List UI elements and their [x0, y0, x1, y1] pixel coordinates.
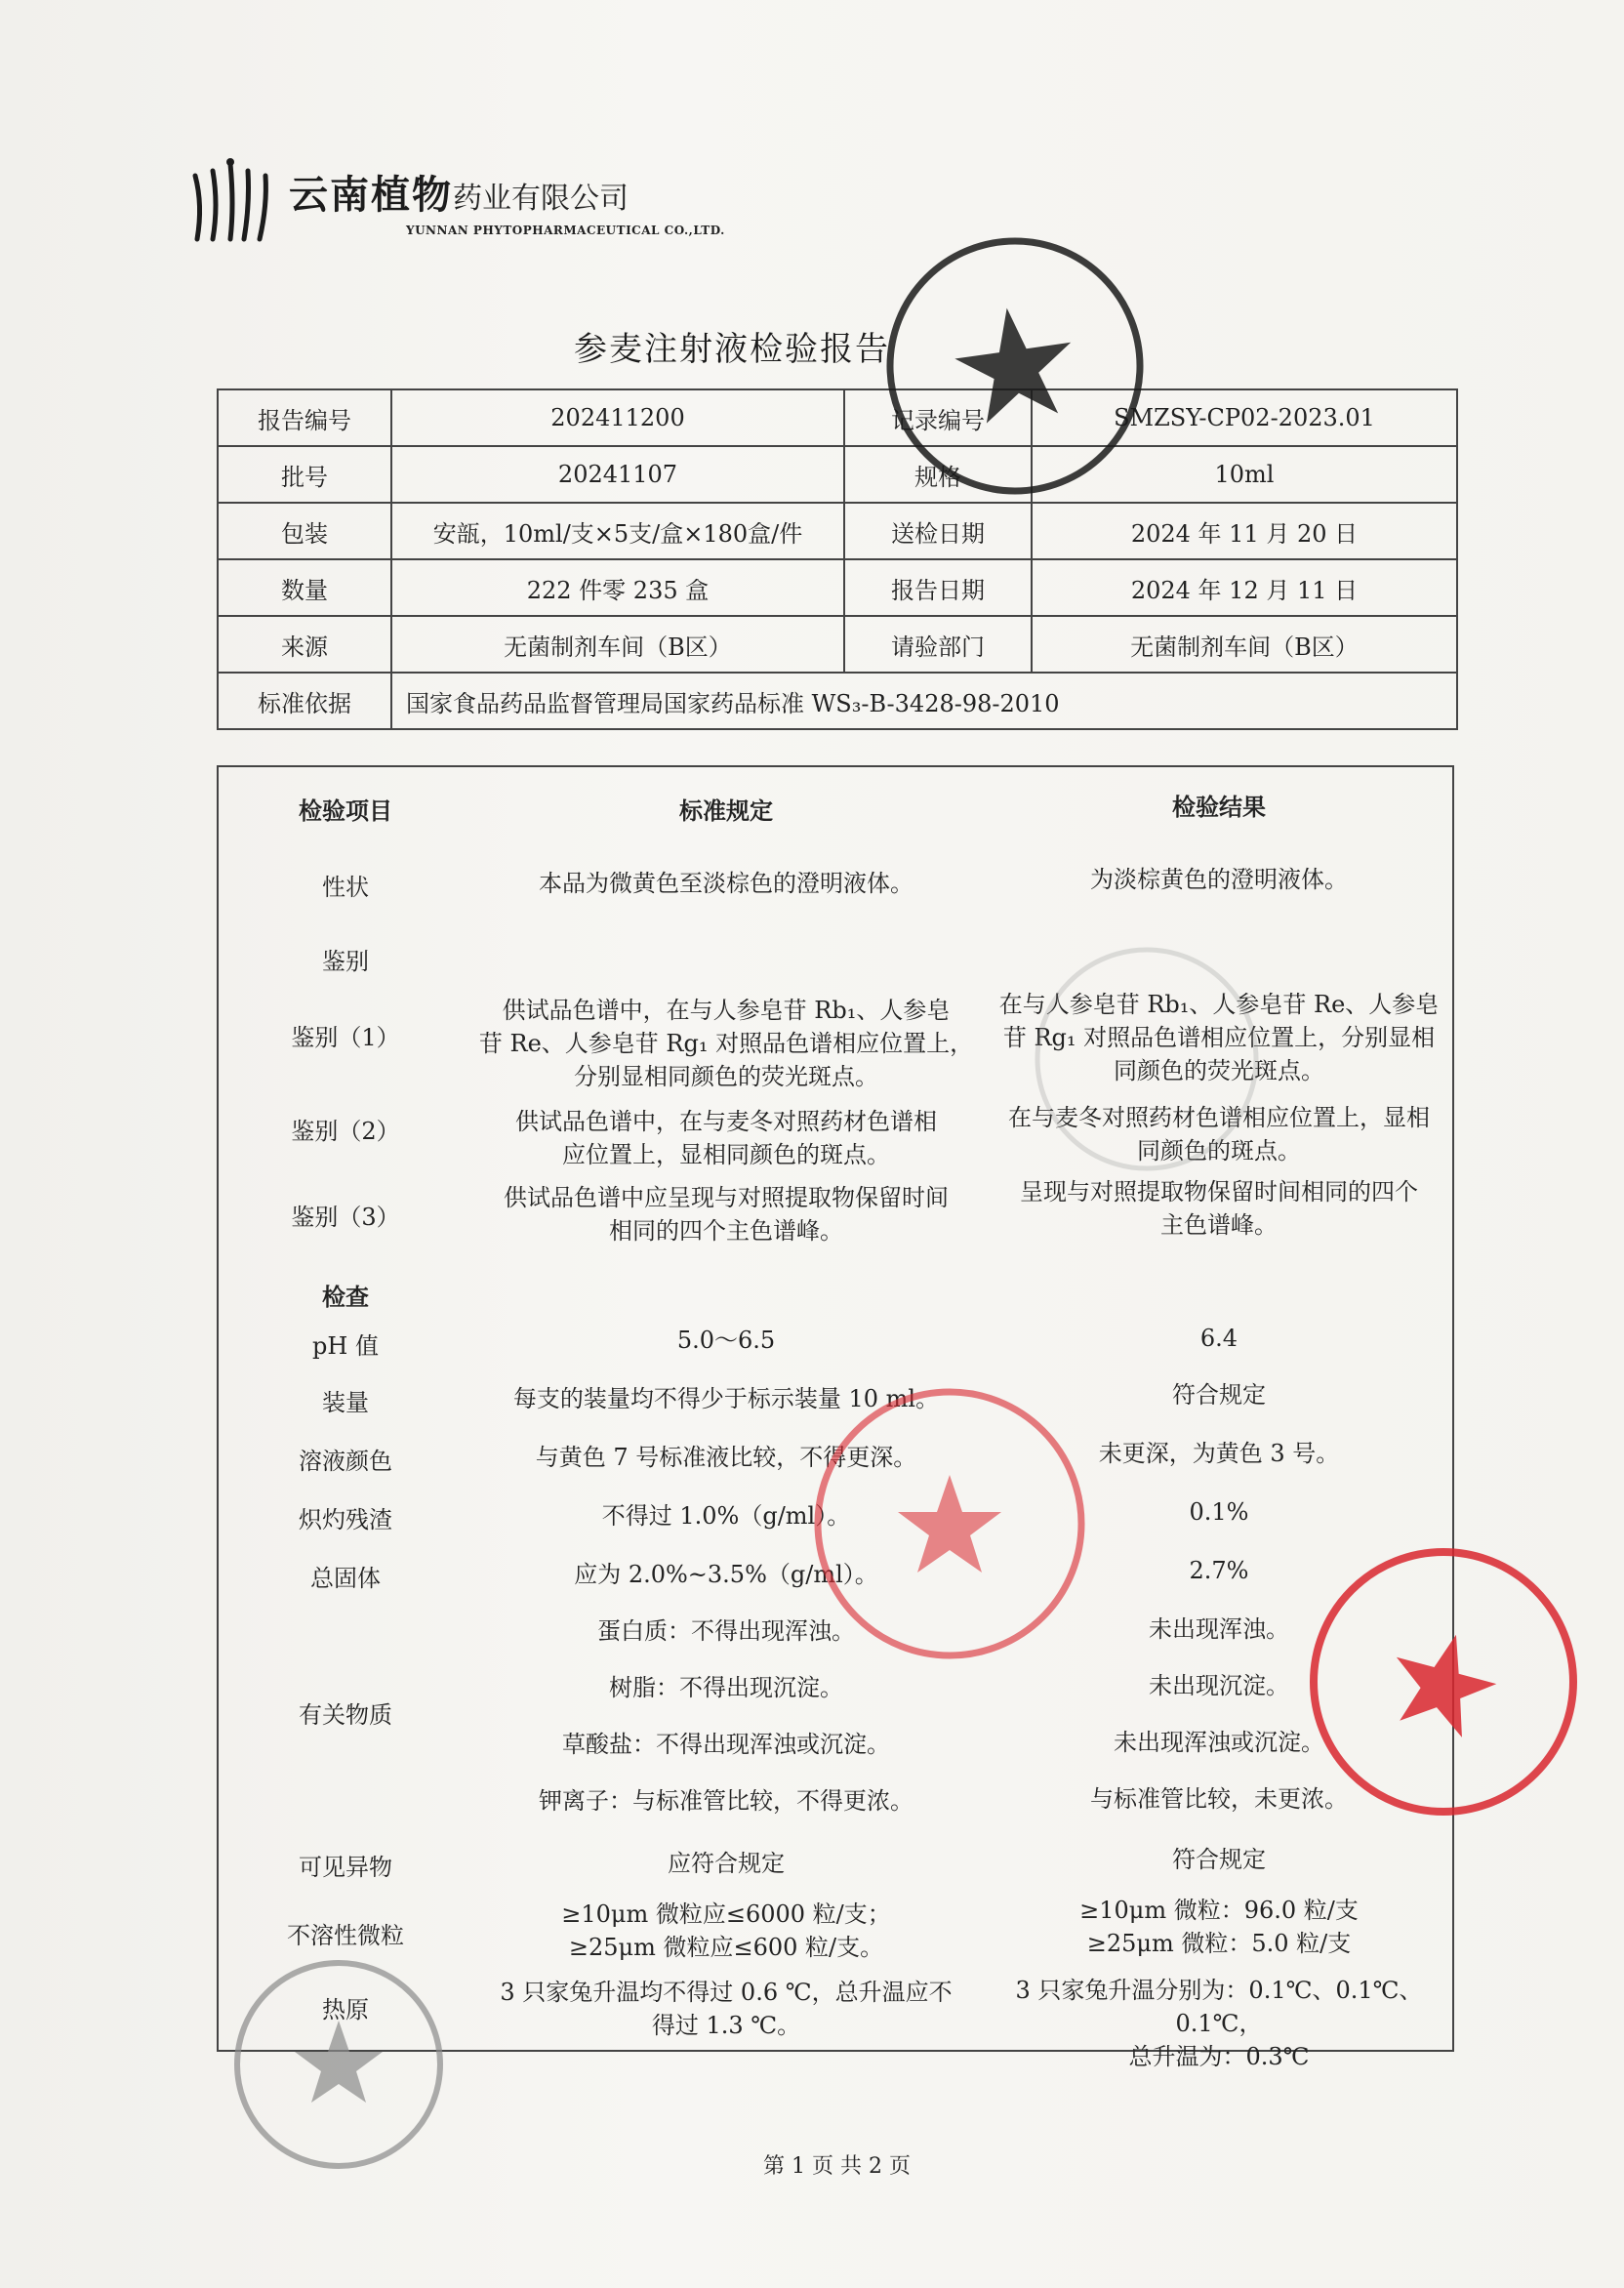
ident2-result: 在与麦冬对照药材色谱相应位置上，显相 同颜色的斑点。	[1008, 1104, 1430, 1164]
report-date-label: 报告日期	[844, 559, 1032, 616]
company-name-cn: 云南植物药业有限公司	[289, 171, 629, 218]
potassium-result: 与标准管比较，未更浓。	[1090, 1785, 1348, 1813]
residue-label: 炽灼残渣	[299, 1506, 392, 1533]
report-info-table	[217, 388, 1458, 730]
package-label: 包装	[218, 503, 391, 559]
ident3-standard: 供试品色谱中应呈现与对照提取物保留时间 相同的四个主色谱峰。	[504, 1184, 949, 1245]
color-result: 未更深，为黄色 3 号。	[1098, 1440, 1340, 1467]
standard-value: 国家食品药品监督管理局国家药品标准 WS₃-B-3428-98-2010	[391, 673, 1457, 729]
batch-value: 20241107	[391, 446, 844, 503]
report-title: 参麦注射液检验报告	[574, 330, 890, 369]
company-inspection-seal	[878, 229, 1152, 503]
table-row	[218, 503, 1457, 559]
source-label: 来源	[218, 616, 391, 673]
visible-label: 可见异物	[299, 1854, 392, 1881]
ph-standard: 5.0～6.5	[676, 1327, 776, 1354]
table-row	[218, 389, 1457, 446]
ident1-label: 鉴别（1）	[291, 1024, 400, 1051]
report-date-value: 2024 年 12 月 11 日	[1032, 559, 1457, 616]
character-standard: 本品为微黄色至淡棕色的澄明液体。	[539, 870, 914, 897]
spec-label: 规格	[844, 446, 1032, 503]
report-no-label: 报告编号	[218, 389, 391, 446]
submit-date-label: 送检日期	[844, 503, 1032, 559]
visible-standard: 应符合规定	[668, 1850, 785, 1877]
color-standard: 与黄色 7 号标准液比较，不得更深。	[535, 1444, 917, 1471]
color-label: 溶液颜色	[299, 1448, 392, 1475]
dept-value: 无菌制剂车间（B区）	[1032, 616, 1457, 673]
solids-result: 2.7%	[1189, 1557, 1249, 1584]
quantity-label: 数量	[218, 559, 391, 616]
ident1-standard: 供试品色谱中，在与人参皂苷 Rb₁、人参皂 苷 Re、人参皂苷 Rg₁ 对照品色谱相应位置上， 分别显相同颜色的荧光斑点。	[478, 997, 974, 1090]
particle-standard: ≥10μm 微粒应≤6000 粒/支； ≥25μm 微粒应≤600 粒/支。	[561, 1900, 891, 1961]
solids-standard: 应为 2.0%~3.5%（g/ml）。	[574, 1561, 878, 1588]
source-value: 无菌制剂车间（B区）	[391, 616, 844, 673]
character-result: 为淡棕黄色的澄明液体。	[1090, 866, 1348, 893]
fill-result: 符合规定	[1172, 1381, 1266, 1409]
table-row	[218, 616, 1457, 673]
fill-label: 装量	[322, 1389, 369, 1416]
related-label: 有关物质	[299, 1701, 392, 1729]
table-row	[218, 446, 1457, 503]
pyrogen-result: 3 只家兔升温分别为：0.1℃、0.1℃、0.1℃， 总升温为：0.3℃	[1015, 1977, 1423, 2070]
batch-label: 批号	[218, 446, 391, 503]
residue-standard: 不得过 1.0%（g/ml）。	[601, 1502, 851, 1530]
record-no-label: 记录编号	[844, 389, 1032, 446]
residue-result: 0.1%	[1189, 1498, 1249, 1526]
ident1-result: 在与人参皂苷 Rb₁、人参皂苷 Re、人参皂 苷 Rg₁ 对照品色谱相应位置上，分别显相 同颜色的荧光斑点。	[998, 991, 1440, 1084]
pyrogen-label: 热原	[322, 1996, 369, 2023]
particle-label: 不溶性微粒	[287, 1922, 404, 1949]
ident2-label: 鉴别（2）	[291, 1118, 400, 1145]
standard-label: 标准依据	[218, 673, 391, 729]
resin-result: 未出现沉淀。	[1149, 1672, 1289, 1699]
col-header-item: 检验项目	[299, 797, 392, 825]
oxalate-result: 未出现浑浊或沉淀。	[1114, 1729, 1324, 1756]
plant-logo-icon	[185, 156, 283, 244]
visible-result: 符合规定	[1172, 1846, 1266, 1873]
quality-management-gray-seal	[226, 1952, 451, 2177]
protein-standard: 蛋白质：不得出现浑浊。	[597, 1617, 855, 1645]
dept-label: 请验部门	[844, 616, 1032, 673]
ph-label: pH 值	[312, 1332, 379, 1360]
particle-result: ≥10μm 微粒：96.0 粒/支 ≥25μm 微粒：5.0 粒/支	[1079, 1897, 1359, 1957]
report-no-value: 202411200	[391, 389, 844, 446]
character-label: 性状	[322, 874, 369, 901]
col-header-standard: 标准规定	[679, 797, 773, 825]
ident3-label: 鉴别（3）	[291, 1204, 400, 1231]
table-row	[218, 559, 1457, 616]
quality-check-red-seal	[1302, 1540, 1585, 1823]
ident3-result: 呈现与对照提取物保留时间相同的四个 主色谱峰。	[1020, 1178, 1418, 1239]
check-label: 检查	[322, 1283, 369, 1311]
record-no-value: SMZSY-CP02-2023.01	[1032, 389, 1457, 446]
potassium-standard: 钾离子：与标准管比较，不得更浓。	[539, 1787, 914, 1815]
jiangsu-red-seal	[808, 1382, 1091, 1665]
faint-gray-seal	[1025, 937, 1269, 1181]
quantity-value: 222 件零 235 盒	[391, 559, 844, 616]
col-header-result: 检验结果	[1172, 793, 1266, 821]
submit-date-value: 2024 年 11 月 20 日	[1032, 503, 1457, 559]
table-row	[218, 673, 1457, 729]
fill-standard: 每支的装量均不得少于标示装量 10 ml。	[512, 1385, 940, 1412]
company-name-en: YUNNAN PHYTOPHARMACEUTICAL CO.,LTD.	[406, 223, 725, 237]
page-number: 第 1 页 共 2 页	[763, 2154, 911, 2179]
pyrogen-standard: 3 只家兔升温均不得过 0.6 ℃，总升温应不 得过 1.3 ℃。	[500, 1979, 953, 2039]
company-logo	[185, 156, 725, 244]
ident2-standard: 供试品色谱中，在与麦冬对照药材色谱相 应位置上，显相同颜色的斑点。	[515, 1108, 937, 1168]
solids-label: 总固体	[310, 1565, 381, 1592]
package-value: 安瓿，10ml/支×5支/盒×180盒/件	[391, 503, 844, 559]
ident-label: 鉴别	[322, 948, 369, 975]
oxalate-standard: 草酸盐：不得出现浑浊或沉淀。	[562, 1731, 890, 1758]
ph-result: 6.4	[1199, 1325, 1238, 1352]
spec-value: 10ml	[1032, 446, 1457, 503]
resin-standard: 树脂：不得出现沉淀。	[609, 1674, 843, 1701]
protein-result: 未出现浑浊。	[1149, 1615, 1289, 1643]
